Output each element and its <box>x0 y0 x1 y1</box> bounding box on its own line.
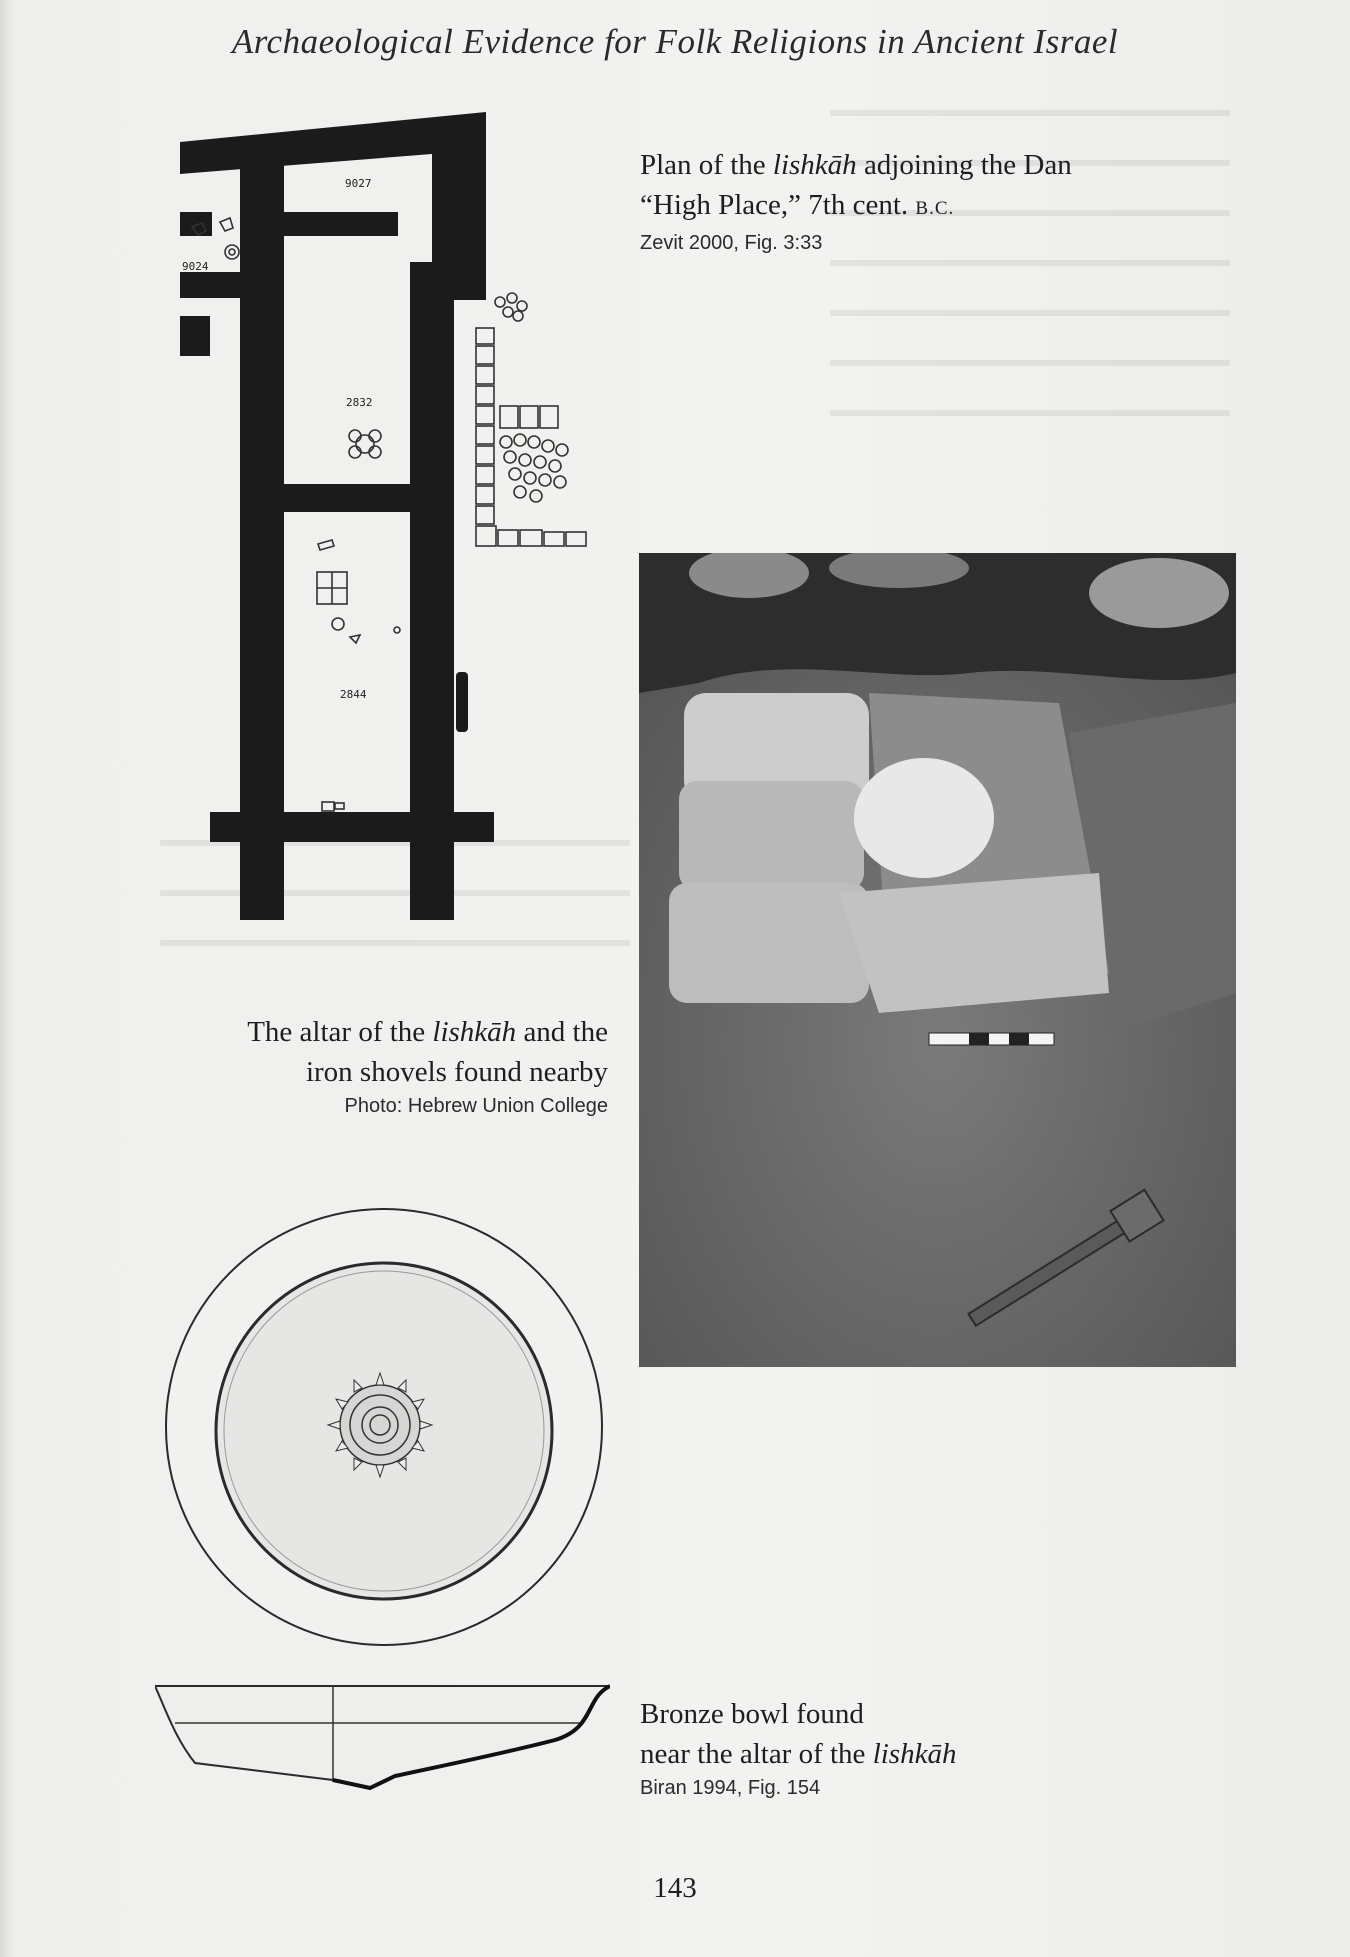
stone-block <box>669 883 869 1003</box>
stone-rubble <box>476 293 586 546</box>
bowl-caption <box>640 1694 1160 1802</box>
plan-wall-blob <box>456 672 468 732</box>
bowl-rosette <box>340 1385 420 1465</box>
room-label-2832: 2832 <box>346 396 373 409</box>
show-through-text <box>830 310 1230 316</box>
caption-italic-term: lishkāh <box>432 1016 517 1048</box>
bowl-caption-source: Biran 1994, Fig. 154 <box>640 1777 821 1799</box>
altar-stone <box>854 758 994 878</box>
altar-photo-image <box>639 553 1236 1367</box>
plan-wall-stub <box>180 316 210 356</box>
stone-block <box>839 873 1109 1013</box>
caption-text: adjoining the Dan <box>856 149 1072 181</box>
lishkah-plan-figure <box>170 112 606 920</box>
plan-crosswall-middle <box>240 484 454 512</box>
photo-caption-source: Photo: Hebrew Union College <box>344 1095 608 1117</box>
altar-photograph <box>639 553 1236 1367</box>
stone-block <box>679 781 864 891</box>
plan-caption <box>640 145 1160 257</box>
caption-italic-term: lishkāh <box>872 1738 957 1770</box>
plan-caption-source: Zevit 2000, Fig. 3:33 <box>640 232 823 254</box>
show-through-text <box>830 360 1230 366</box>
room-label-2844: 2844 <box>340 688 367 701</box>
caption-text: Plan of the <box>640 149 773 181</box>
bowl-caption-title <box>640 1694 1160 1774</box>
running-header: Archaeological Evidence for Folk Religions in Ancient Israel <box>231 22 1119 61</box>
caption-text: “High Place,” 7th cent. <box>640 189 916 221</box>
room-label-9024: 9024 <box>182 260 209 273</box>
caption-text: Bronze bowl found <box>640 1698 864 1730</box>
page-number: 143 <box>653 1872 697 1904</box>
caption-text: near the altar of the <box>640 1738 873 1770</box>
bowl-top-drawing <box>160 1203 608 1651</box>
show-through-text <box>830 410 1230 416</box>
room-label-9027: 9027 <box>345 177 372 190</box>
show-through-text <box>830 260 1230 266</box>
photo-caption-title <box>60 1012 608 1092</box>
plan-crosswall-south <box>210 812 494 842</box>
bronze-bowl-top-view <box>160 1203 608 1651</box>
caption-text: and the <box>516 1016 608 1048</box>
caption-era: B.C. <box>915 198 955 219</box>
bronze-bowl-profile <box>155 1678 610 1808</box>
bowl-profile-drawing <box>155 1678 610 1808</box>
plan-wall-stub <box>278 212 398 236</box>
show-through-text <box>830 110 1230 116</box>
photo-caption <box>60 1012 608 1120</box>
caption-text: The altar of the <box>247 1016 433 1048</box>
caption-italic-term: lishkāh <box>772 149 857 181</box>
show-through-text <box>160 940 630 946</box>
scale-bar <box>929 1033 1054 1045</box>
caption-text: iron shovels found nearby <box>305 1056 608 1088</box>
lishkah-plan-drawing <box>170 112 606 920</box>
plan-caption-title <box>640 145 1160 229</box>
plan-wall-stub <box>180 272 250 298</box>
